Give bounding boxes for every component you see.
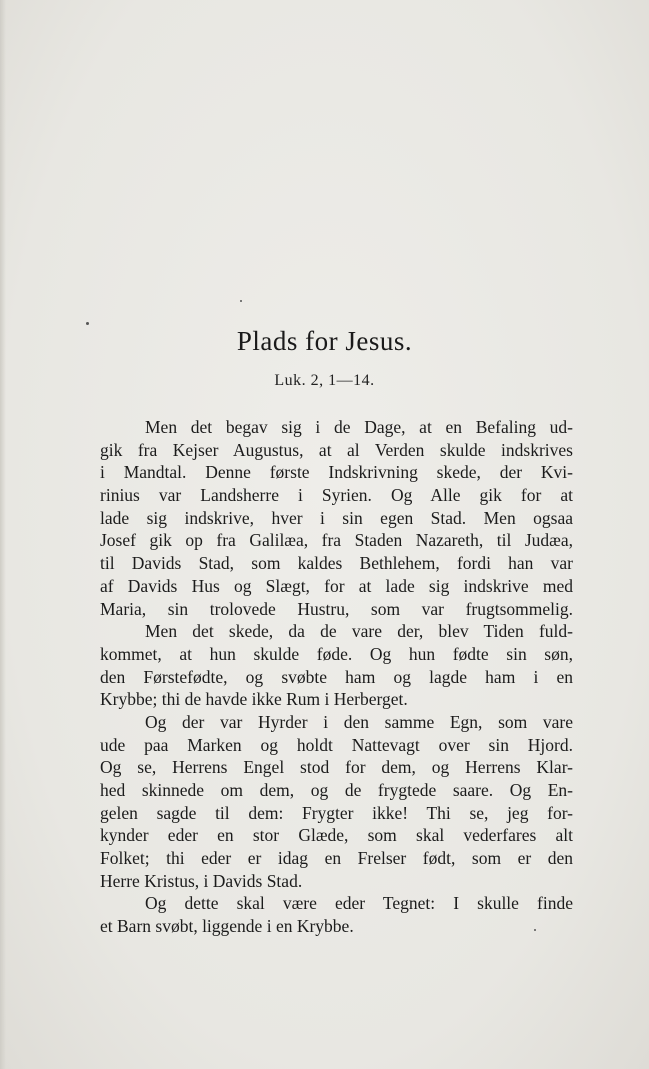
text-line: Men det skede, da de vare der, blev Tiden fuld-: [145, 621, 573, 642]
page-title: Plads for Jesus.: [236, 326, 413, 356]
text-line: Josef gik op fra Galilæa, fra Staden Nazareth, til Judæa,: [100, 530, 573, 551]
text-line: gelen sagde til dem: Frygter ikke! Thi se, jeg for-: [100, 802, 573, 823]
text-line: hed skinnede om dem, og de frygtede saare. Og En-: [100, 780, 573, 800]
scripture-reference: Luk. 2, 1—14.: [274, 372, 375, 389]
paragraph: [100, 711, 573, 893]
text-line: Og dette skal være eder Tegnet: I skulle finde: [145, 893, 573, 914]
text-line: ude paa Marken og holdt Nattevagt over sin Hjord.: [100, 734, 573, 755]
text-line: Folket; thi eder er idag en Frelser født, som er den: [100, 848, 573, 869]
text-line: Og se, Herrens Engel stod for dem, og Herrens Klar-: [100, 757, 573, 778]
text-line: i Mandtal. Denne første Indskrivning skede, der Kvi-: [100, 462, 573, 483]
paragraph: [100, 620, 573, 711]
print-speck: [86, 322, 89, 325]
page-edge-shadow: [0, 0, 6, 1069]
text-line: lade sig indskrive, hver i sin egen Stad. Men ogsaa: [100, 507, 573, 528]
text-line: til Davids Stad, som kaldes Bethlehem, fordi han var: [100, 553, 573, 574]
print-speck: [240, 300, 242, 302]
text-line: af Davids Hus og Slægt, for at lade sig indskrive med: [100, 575, 573, 596]
body-text: [100, 416, 573, 938]
paragraph: [100, 416, 573, 620]
text-line: kynder eder en stor Glæde, som skal vederfares alt: [100, 825, 573, 846]
text-line: rinius var Landsherre i Syrien. Og Alle gik for at: [100, 485, 573, 506]
text-line: gik fra Kejser Augustus, at al Verden skulde indskrives: [100, 439, 573, 460]
text-line: Og der var Hyrder i den samme Egn, som vare: [145, 711, 573, 732]
paragraph: [100, 892, 573, 937]
text-line: den Førstefødte, og svøbte ham og lagde ham i en: [100, 666, 573, 687]
text-line: Krybbe; thi de havde ikke Rum i Herberget.: [100, 689, 408, 710]
print-speck: [534, 929, 536, 931]
text-line: Men det begav sig i de Dage, at en Befaling ud-: [145, 417, 573, 437]
text-line: et Barn svøbt, liggende i en Krybbe.: [100, 916, 354, 937]
text-line: kommet, at hun skulde føde. Og hun fødte sin søn,: [100, 643, 573, 664]
text-line: Maria, sin trolovede Hustru, som var frugtsommelig.: [100, 598, 573, 619]
text-line: Herre Kristus, i Davids Stad.: [100, 870, 303, 891]
